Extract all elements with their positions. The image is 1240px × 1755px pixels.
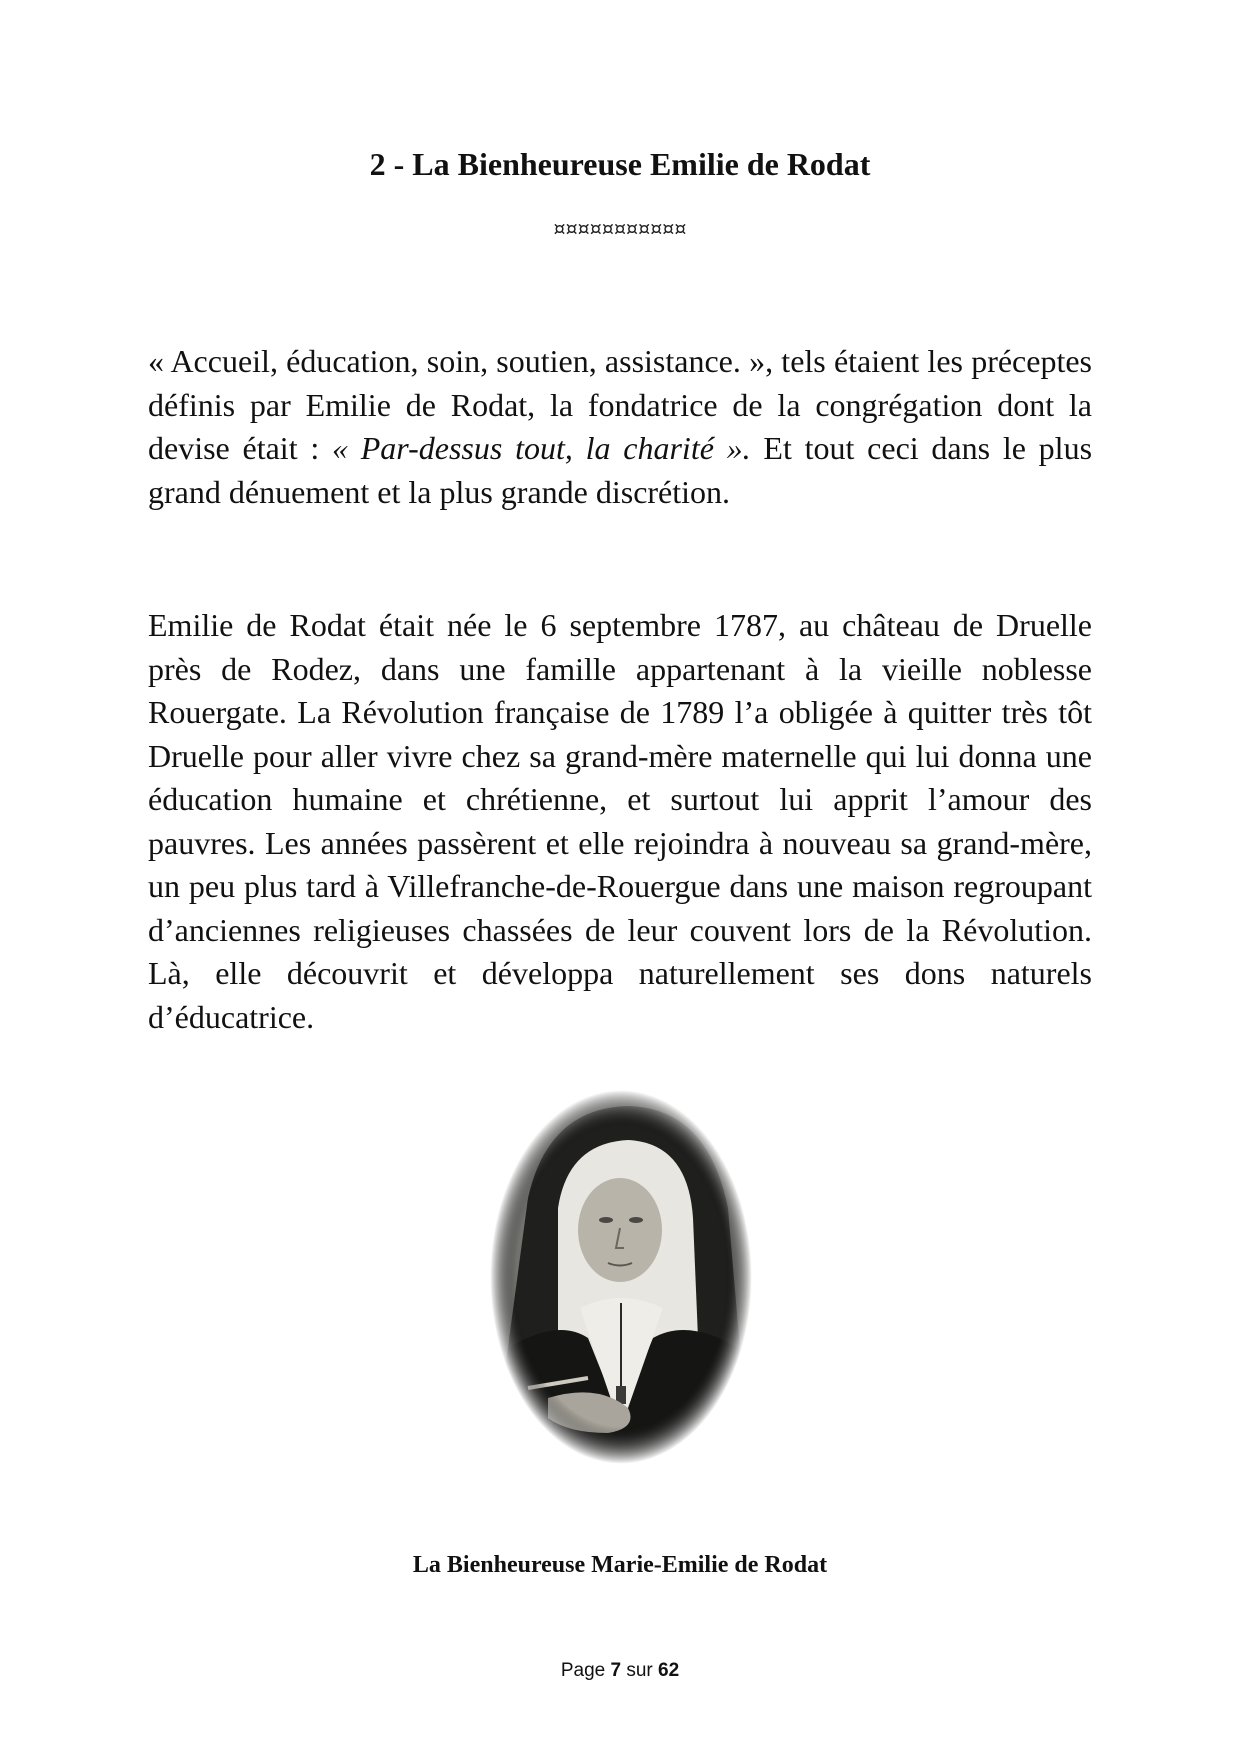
- intro-text-end: Et tout ceci dans le plus grand dénuement et la plus grande discrétion.: [148, 430, 1093, 510]
- page-title: 2 - La Bienheureuse Emilie de Rodat: [369, 146, 871, 182]
- portrait-photo: [488, 1088, 754, 1466]
- biography-paragraph: Emilie de Rodat était née le 6 septembre 1787, au château de Druelle près de Rodez, dans une famille appartenant à la vieille noblesse Rouergate. La Révolution française de 1789 l’a obligée à quitter très tôt Druelle pour aller vivre chez sa grand-mère maternelle qui lui donna une éducation humaine et chrétienne, et surtout lui apprit l’amour des pauvres. Les années passèrent et elle rejoindra à nouveau sa grand-mère, un peu plus tard à Villefranche-de-Rouergue dans une maison regroupant d’anciennes religieuses chassées de leur couvent lors de la Révolution. Là, elle découvrit et développa naturellement ses dons naturels d’éducatrice.: [148, 607, 1092, 1035]
- photo-caption: La Bienheureuse Marie-Emilie de Rodat: [412, 1552, 828, 1578]
- ornament-divider: ¤¤¤¤¤¤¤¤¤¤¤: [553, 218, 687, 240]
- page-footer: [0, 1660, 1240, 1682]
- of-label: sur: [626, 1660, 653, 1681]
- intro-text-start: « Accueil, éducation, soin, soutien, assistance. », tels étaient les préceptes définis par Emilie de Rodat, la fondatrice de la congrégation dont la devise était :: [148, 343, 1092, 466]
- intro-paragraph: [148, 340, 1092, 514]
- congregation-motto: « Par-dessus tout, la charité ».: [332, 430, 751, 466]
- page-number: 7: [610, 1660, 622, 1681]
- total-pages: 62: [658, 1660, 680, 1681]
- page-label: Page: [560, 1660, 606, 1681]
